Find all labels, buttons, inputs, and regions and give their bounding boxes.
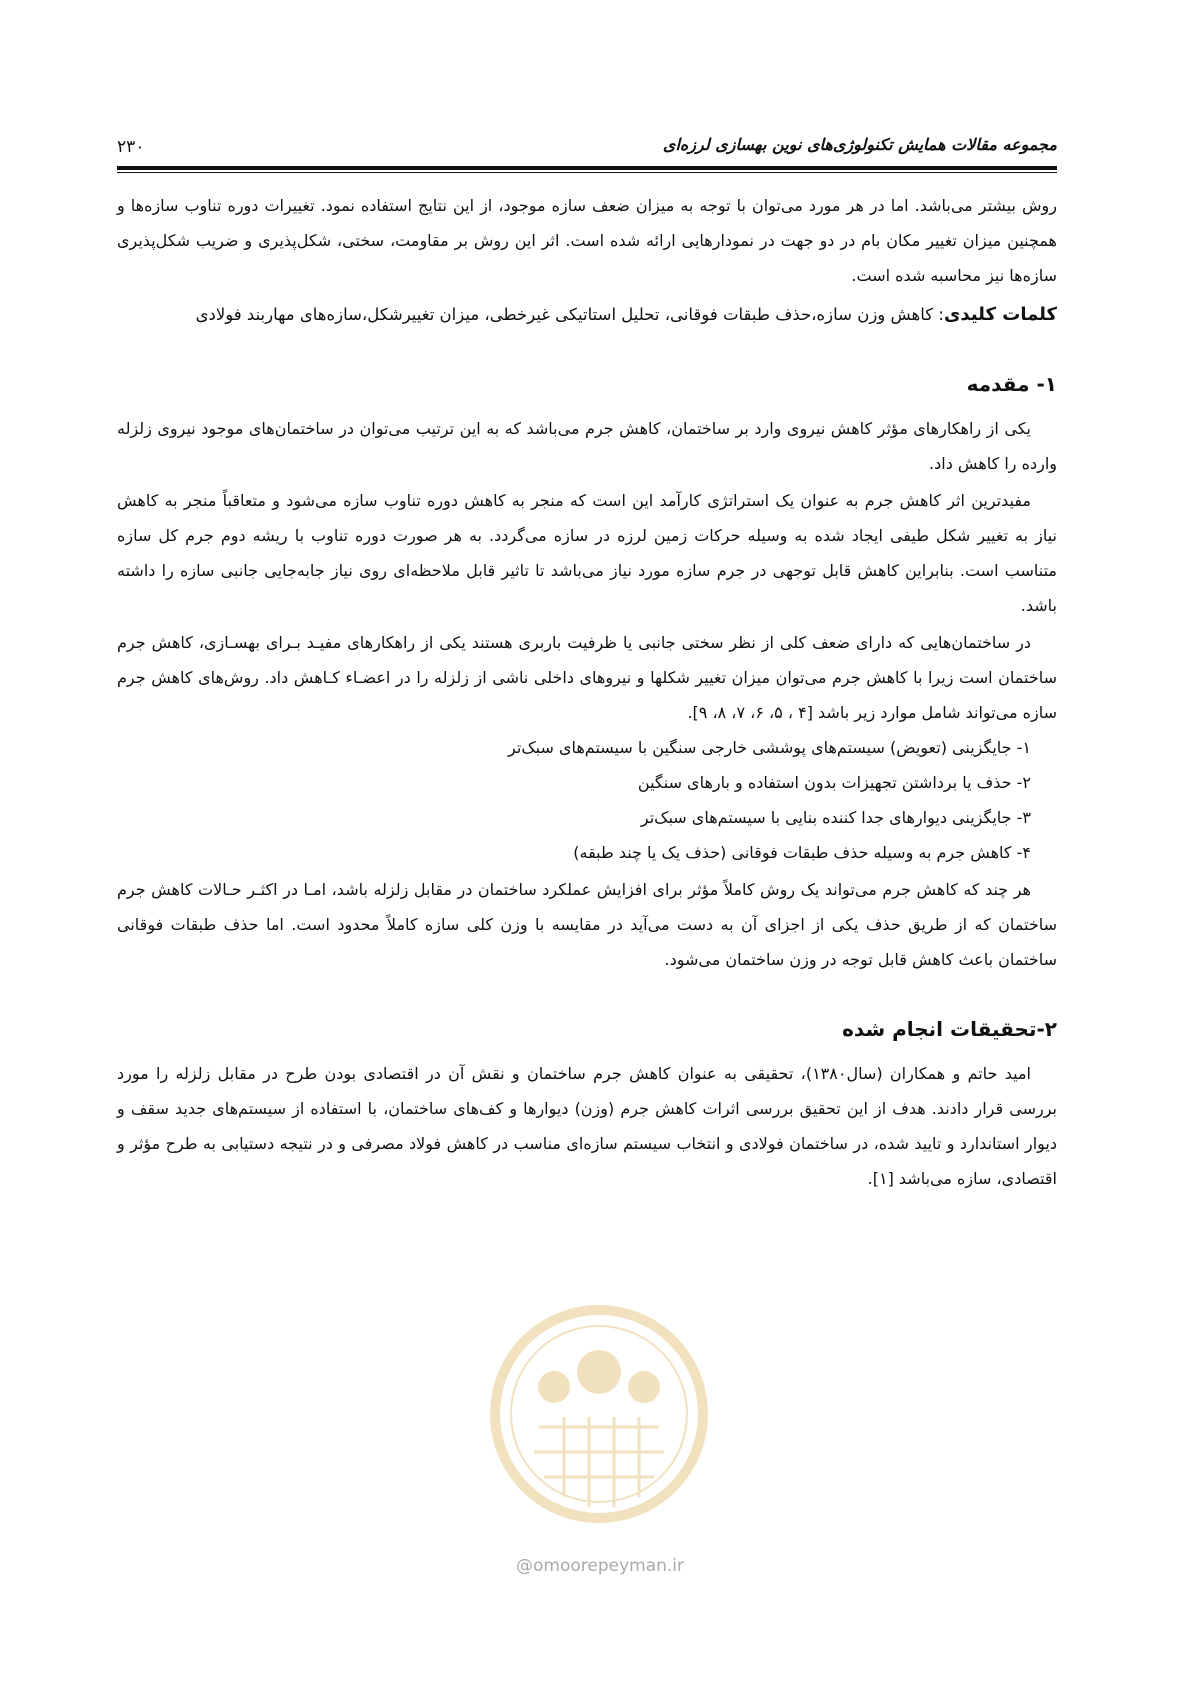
journal-title: مجموعه مقالات همایش تکنولوژی‌های نوین بهسازی لرزه‌ای — [662, 135, 1057, 154]
section-1-paragraph-2: مفیدترین اثر کاهش جرم به عنوان یک استراتژی کارآمد این است که منجر به کاهش دوره تناوب سازه می‌شود و متعاقباً منجر به کاهش نیاز به تغییر شکل طیفی ایجاد شده به وسیله حرکات زمین لرزه در سازه می‌گردد. به هر صورت دوره تناوب با ریشه دوم جرم کل سازه متناسب است. بنابراین کاهش قابل توجهی در جرم سازه مورد نیاز می‌باشد تا تاثیر قابل ملاحظه‌ای روی نیاز جابه‌جایی جانبی سازه را داشته باشد. — [117, 491, 1057, 615]
section-1-paragraph-3: در ساختمان‌هایی که دارای ضعف کلی از نظر سختی جانبی یا ظرفیت باربری هستند یکی از راهکارهای مفیـد بـرای بهسـازی، کاهش جرم ساختمان است زیرا با کاهش جرم می‌توان میزان تغییر شکلها و نیروهای داخلی ناشی از زلزله را در اعضـاء کـاهش داد. روش‌های کاهش جرم سازه می‌تواند شامل موارد زیر باشد [۴ ، ۵، ۶، ۷، ۸، ۹]. — [117, 633, 1057, 722]
page-content — [117, 188, 1057, 1196]
watermark-seal-icon — [484, 1277, 714, 1552]
keywords-label: کلمات کلیدی — [943, 304, 1057, 325]
header-rule-thick — [117, 166, 1057, 170]
header-rule-thin — [117, 172, 1057, 173]
list-item-3: ۳- جایگزینی دیوارهای جدا کننده بنایی با سیستم‌های سبک‌تر — [640, 808, 1031, 827]
watermark-url: @omoorepeyman.ir — [515, 1556, 685, 1576]
keywords — [117, 297, 1057, 332]
section-1-paragraph-4: هر چند که کاهش جرم می‌تواند یک روش کاملاً مؤثر برای افزایش عملکرد ساختمان در مقابل زلزله باشد، امـا در اکثـر حـالات کاهش جرم ساختمان که از طریق حذف یکی از اجزای آن به دست می‌آید در مقایسه با وزن کلی سازه کاملاً محدود است. اما حذف طبقات فوقانی ساختمان باعث کاهش قابل توجه در وزن ساختمان می‌شود. — [117, 880, 1057, 969]
section-2-heading: ۲-تحقیقات انجام شده — [842, 1017, 1057, 1041]
list-item-4: ۴- کاهش جرم به وسیله حذف طبقات فوقانی (حذف یک یا چند طبقه) — [573, 843, 1031, 862]
page-number: ۲۳۰ — [117, 137, 145, 157]
list-item-2: ۲- حذف یا برداشتن تجهیزات بدون استفاده و بارهای سنگین — [637, 773, 1031, 792]
section-2-paragraph-1: امید حاتم و همکاران (سال۱۳۸۰)، تحقیقی به عنوان کاهش جرم ساختمان و نقش آن در اقتصادی بودن طرح در مقابل زلزله را مورد بررسی قرار دادند. هدف از این تحقیق بررسی اثرات کاهش جرم (وزن) دیوارها و کف‌های ساختمان، با استفاده از سیستم‌های جدید سقف و دیوار استاندارد و تایید شده، در ساختمان فولادی و انتخاب سیستم سازه‌ای مناسب در کاهش فولاد مصرفی و در نتیجه دستیابی به طرح مؤثر و اقتصادی، سازه می‌باشد [۱]. — [117, 1064, 1057, 1188]
running-header — [117, 125, 1057, 167]
list-item-1: ۱- جایگزینی (تعویض) سیستم‌های پوششی خارجی سنگین با سیستم‌های سبک‌تر — [508, 738, 1031, 757]
abstract-tail: روش بیشتر می‌باشد. اما در هر مورد می‌توان با توجه به میزان ضعف سازه موجود، از این نتایج استفاده نمود. تغییرات دوره تناوب سازه‌ها و همچنین میزان تغییر مکان بام در دو جهت در نمودارهایی ارائه شده است. اثر این روش بر مقاومت، سختی، شکل‌پذیری و ضریب شکل‌پذیری سازه‌ها نیز محاسبه شده است. — [117, 196, 1057, 285]
keywords-text: : کاهش وزن سازه،حذف طبقات فوقانی، تحلیل استاتیکی غیرخطی، میزان تغییرشکل،سازه‌های مهاربند فولادی — [195, 305, 944, 324]
section-1-heading: ۱- مقدمه — [966, 372, 1057, 396]
section-1-paragraph-1: یکی از راهکارهای مؤثر کاهش نیروی وارد بر ساختمان، کاهش جرم می‌باشد که به این ترتیب می‌توان در ساختمان‌های موجود نیروی زلزله وارده را کاهش داد. — [117, 419, 1057, 473]
